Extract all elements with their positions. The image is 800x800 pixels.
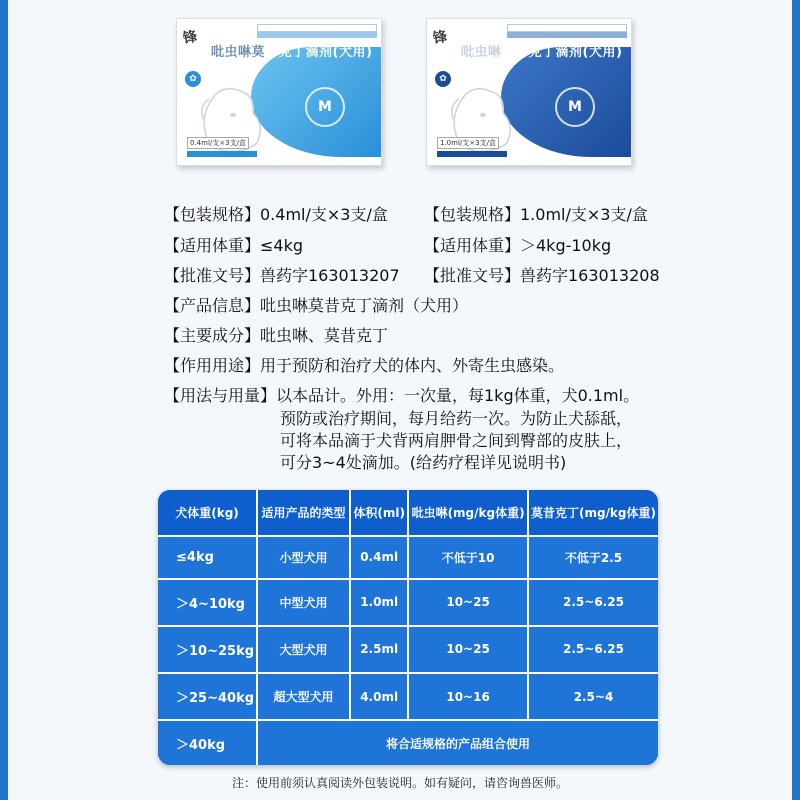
- brand-logo: 锋: [432, 29, 449, 47]
- box-color-strip: [507, 32, 627, 38]
- brand-logo: 锋: [182, 29, 199, 47]
- cell-weight: ＞4~10kg: [158, 579, 257, 626]
- dosage-table: [158, 490, 658, 765]
- table-row: [158, 720, 658, 765]
- ingredients: 【主要成分】吡虫啉、莫昔克丁: [164, 326, 389, 345]
- paw-icon: ✿: [435, 71, 451, 87]
- cell-weight: ＞25~40kg: [158, 673, 257, 720]
- weight-spec-small: 【适用体重】≤4kg: [164, 236, 304, 255]
- emblem-icon: M: [555, 87, 595, 127]
- box-spec-label: 1.0ml/支×3支/盒: [437, 137, 499, 149]
- cell-moxidectin: 2.5~6.25: [528, 626, 658, 673]
- right-border: [792, 0, 800, 800]
- footer-note: 注：使用前须认真阅读外包装说明。如有疑问，请咨询兽医师。: [231, 776, 568, 790]
- cell-type: 超大型犬用: [257, 673, 350, 720]
- header-volume: 体积(ml): [350, 490, 408, 536]
- pack-spec-small: 【包装规格】0.4ml/支×3支/盒: [164, 205, 388, 224]
- cell-volume: 2.5ml: [350, 626, 408, 673]
- cell-moxidectin: 不低于2.5: [528, 536, 658, 579]
- box-bottom-bar: [187, 151, 257, 157]
- cell-imidacloprid: 10~25: [408, 579, 528, 626]
- paw-icon: ✿: [185, 71, 201, 87]
- table-row: [158, 626, 658, 673]
- box-info-strip: [257, 24, 377, 32]
- cell-moxidectin: 2.5~4: [528, 673, 658, 720]
- cell-volume: 1.0ml: [350, 579, 408, 626]
- weight-spec-medium: 【适用体重】＞4kg-10kg: [424, 236, 612, 255]
- cell-weight: ＞10~25kg: [158, 626, 257, 673]
- box-bottom-bar: [437, 151, 507, 157]
- product-name: 吡虫啉莫昔克丁滴剂(犬用): [211, 45, 373, 60]
- cell-type: 小型犬用: [257, 536, 350, 579]
- cell-volume: 4.0ml: [350, 673, 408, 720]
- dosage-line-4: 可分3~4处滴加。(给药疗程详见说明书): [280, 453, 567, 472]
- left-border: [0, 0, 8, 800]
- cell-weight: ＞40kg: [158, 720, 257, 765]
- cell-merged-note: 将合适规格的产品组合使用: [257, 720, 658, 765]
- box-color-strip: [257, 32, 377, 38]
- header-weight: 犬体重(kg): [158, 490, 257, 536]
- emblem-icon: M: [305, 87, 345, 127]
- pack-spec-medium: 【包装规格】1.0ml/支×3支/盒: [424, 205, 648, 224]
- cell-weight: ≤4kg: [158, 536, 257, 579]
- approval-medium: 【批准文号】兽药字163013208: [424, 266, 660, 285]
- box-info-strip: [507, 24, 627, 32]
- product-box-small-dog: [176, 18, 382, 166]
- cell-type: 大型犬用: [257, 626, 350, 673]
- product-name: 吡虫啉莫昔克丁滴剂(犬用): [461, 45, 623, 60]
- usage: 【作用用途】用于预防和治疗犬的体内、外寄生虫感染。: [164, 356, 565, 375]
- table-header-row: [158, 490, 658, 536]
- cell-imidacloprid: 10~25: [408, 626, 528, 673]
- product-info: 【产品信息】吡虫啉莫昔克丁滴剂（犬用）: [164, 296, 469, 315]
- cell-imidacloprid: 不低于10: [408, 536, 528, 579]
- cell-moxidectin: 2.5~6.25: [528, 579, 658, 626]
- dosage-line-2: 预防或治疗期间，每月给药一次。为防止犬舔舐，: [280, 409, 633, 428]
- table-row: [158, 536, 658, 579]
- approval-small: 【批准文号】兽药字163013207: [164, 266, 400, 285]
- header-product-type: 适用产品的类型: [257, 490, 350, 536]
- cell-type: 中型犬用: [257, 579, 350, 626]
- table-row: [158, 673, 658, 720]
- box-spec-label: 0.4ml/支×3支/盒: [187, 137, 249, 149]
- cell-imidacloprid: 10~16: [408, 673, 528, 720]
- dosage-line-3: 可将本品滴于犬背两肩胛骨之间到臀部的皮肤上，: [280, 431, 633, 450]
- dosage-line-1: 【用法与用量】以本品计。外用：一次量，每1kg体重，犬0.1ml。: [164, 386, 640, 405]
- product-box-medium-dog: [426, 18, 632, 166]
- cell-volume: 0.4ml: [350, 536, 408, 579]
- header-imidacloprid: 吡虫啉(mg/kg体重): [408, 490, 528, 536]
- table-row: [158, 579, 658, 626]
- header-moxidectin: 莫昔克丁(mg/kg体重): [528, 490, 658, 536]
